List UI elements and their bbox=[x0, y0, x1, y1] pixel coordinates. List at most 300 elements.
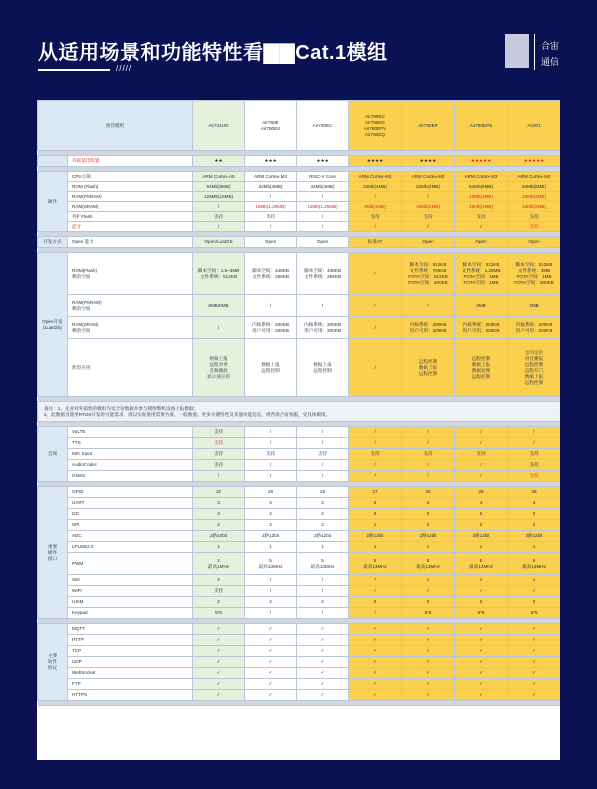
value-cell: ★★ bbox=[193, 156, 245, 167]
value-cell: 2 bbox=[193, 597, 245, 608]
feature-cell: 功耗最佳配置 bbox=[68, 156, 193, 167]
feature-cell: SDI bbox=[68, 575, 193, 586]
feature-cell: RAM(PSRAM) bbox=[68, 192, 193, 202]
category-cell: 开发方式 bbox=[38, 237, 68, 248]
note-text: 备注：1、企业对外销售的模组为受合宙数据并参与模组整机设备上报数据； 2、此数据为使用RTOS开发时可能需求，请以实际使用需要为准，一般数值、更多关键特性及其他功能信息，请咨询合宙客服，受具体模组。 bbox=[38, 402, 561, 422]
feature-cell: Keypad bbox=[68, 608, 193, 619]
table-row bbox=[38, 449, 561, 460]
value-cell: ✓ bbox=[455, 690, 508, 701]
table-row bbox=[38, 553, 561, 575]
value-cell: 支持 bbox=[193, 427, 245, 438]
value-cell: / bbox=[508, 427, 560, 438]
value-cell: / bbox=[297, 471, 349, 482]
value-cell: ✓ bbox=[297, 624, 349, 635]
value-cell: 脚本空间：448KB 文件系统：256KB bbox=[245, 253, 297, 295]
value-cell: 1 bbox=[349, 520, 402, 531]
logo-line1: 合宙 bbox=[541, 41, 560, 51]
value-cell: 2路12bit bbox=[508, 531, 560, 542]
value-cell: / bbox=[455, 438, 508, 449]
value-cell: 室内定位 语音播报 远程控制 远程开门 数据上报 远程控制 bbox=[508, 339, 560, 397]
value-cell: / bbox=[402, 438, 455, 449]
value-cell: / bbox=[245, 295, 297, 317]
table-row bbox=[38, 520, 561, 531]
value-cell: 2 bbox=[349, 509, 402, 520]
value-cell: / bbox=[349, 222, 402, 232]
value-cell: / bbox=[349, 438, 402, 449]
value-cell: ✓ bbox=[349, 635, 402, 646]
value-cell: 2 bbox=[455, 597, 508, 608]
value-cell: ✓ bbox=[245, 690, 297, 701]
value-cell: 支持 bbox=[349, 212, 402, 222]
value-cell: 数据上报 远程控制 bbox=[297, 339, 349, 397]
value-cell: 16Mb(2MB) bbox=[508, 192, 560, 202]
feature-cell: GPIO bbox=[68, 487, 193, 498]
value-cell: 支持 bbox=[508, 471, 560, 482]
value-cell: 支持 bbox=[455, 212, 508, 222]
value-cell: / bbox=[297, 438, 349, 449]
title-decoration: ///// bbox=[116, 64, 133, 73]
value-cell: 2 bbox=[349, 597, 402, 608]
feature-cell: 外扩Flash bbox=[68, 212, 193, 222]
value-cell: RISC-V Core bbox=[297, 172, 349, 182]
value-cell: 2 bbox=[245, 520, 297, 531]
feature-cell: UART bbox=[68, 498, 193, 509]
value-cell: 28 bbox=[297, 487, 349, 498]
value-cell: / bbox=[245, 575, 297, 586]
value-cell: 1 bbox=[508, 575, 560, 586]
separator-cell bbox=[38, 701, 561, 706]
table-row bbox=[38, 192, 561, 202]
value-cell: 1 bbox=[508, 542, 560, 553]
value-cell: / bbox=[402, 222, 455, 232]
feature-cell: MIC Input bbox=[68, 449, 193, 460]
feature-cell: FTP bbox=[68, 679, 193, 690]
table-row bbox=[38, 531, 561, 542]
feature-cell: HTTPS bbox=[68, 690, 193, 701]
value-cell: 支持 bbox=[455, 449, 508, 460]
feature-cell: ROM (Flash) bbox=[68, 182, 193, 192]
value-cell: 2路10bit bbox=[193, 531, 245, 542]
value-cell: 远程控制 数据上报 远程控制 bbox=[402, 339, 455, 397]
table-row bbox=[38, 237, 561, 248]
value-cell: ✓ bbox=[508, 646, 560, 657]
value-cell: ✓ bbox=[402, 668, 455, 679]
value-cell: 128Mb(16MB) bbox=[193, 192, 245, 202]
value-cell: 3 bbox=[193, 509, 245, 520]
value-cell: 内核系统：200KB 用户可用：200KB bbox=[402, 317, 455, 339]
value-cell: 5*5 bbox=[402, 608, 455, 619]
value-cell: / bbox=[508, 586, 560, 597]
table-body bbox=[38, 101, 561, 706]
value-cell: 1 bbox=[349, 542, 402, 553]
feature-cell: MQTT bbox=[68, 624, 193, 635]
value-cell: ✓ bbox=[455, 668, 508, 679]
value-cell: ✓ bbox=[508, 679, 560, 690]
category-cell: 音频 bbox=[38, 427, 68, 482]
column-header-label: 推荐模组 bbox=[38, 101, 193, 151]
value-cell: 内核系统：200KB 用户可用：200KB bbox=[297, 317, 349, 339]
value-cell: 2 bbox=[455, 520, 508, 531]
value-cell: 32Mb(4MB) bbox=[349, 182, 402, 192]
value-cell: ✓ bbox=[297, 646, 349, 657]
value-cell: 5*6 bbox=[193, 608, 245, 619]
value-cell: 2MB bbox=[508, 295, 560, 317]
value-cell: 2 bbox=[193, 520, 245, 531]
feature-cell: ADC bbox=[68, 531, 193, 542]
logo-blurred bbox=[505, 34, 529, 68]
value-cell: ✓ bbox=[402, 690, 455, 701]
value-cell: ✓ bbox=[297, 657, 349, 668]
value-cell: 支持 bbox=[297, 449, 349, 460]
value-cell: 2 bbox=[245, 597, 297, 608]
value-cell: 支持 bbox=[193, 438, 245, 449]
feature-cell: SPI bbox=[68, 520, 193, 531]
comparison-table bbox=[37, 100, 560, 706]
value-cell: 2 最高1MHz bbox=[193, 553, 245, 575]
value-cell: ✓ bbox=[349, 668, 402, 679]
value-cell: / bbox=[297, 575, 349, 586]
value-cell: ✓ bbox=[297, 668, 349, 679]
value-cell: ARM Cortex-M3 bbox=[245, 172, 297, 182]
category-cell: 硬件 bbox=[38, 172, 68, 232]
value-cell: 2路12bit bbox=[349, 531, 402, 542]
table-row bbox=[38, 657, 561, 668]
value-cell: / bbox=[402, 192, 455, 202]
value-cell: 5 最高13MHz bbox=[297, 553, 349, 575]
table-row bbox=[38, 172, 561, 182]
value-cell: 支持 bbox=[508, 460, 560, 471]
value-cell: 视频上报 远程对讲 音频播放 显示屏应用 bbox=[193, 339, 245, 397]
value-cell: 内核系统：200KB 用户可用：200KB bbox=[455, 317, 508, 339]
value-cell: 支持 bbox=[402, 212, 455, 222]
value-cell: 脚本空间：448KB 文件系统：256KB bbox=[297, 253, 349, 295]
value-cell: ✓ bbox=[245, 657, 297, 668]
value-cell: 2 bbox=[508, 520, 560, 531]
value-cell: ✓ bbox=[349, 646, 402, 657]
value-cell: 4 bbox=[455, 498, 508, 509]
value-cell: ✓ bbox=[245, 668, 297, 679]
value-cell: / bbox=[193, 471, 245, 482]
category-cell bbox=[38, 156, 68, 167]
value-cell: 12Mb(1.25MB) bbox=[297, 202, 349, 212]
note-row bbox=[38, 402, 561, 422]
value-cell: 4 bbox=[402, 498, 455, 509]
value-cell: 28 bbox=[245, 487, 297, 498]
comparison-sheet bbox=[37, 100, 560, 760]
value-cell: / bbox=[349, 339, 402, 397]
table-row bbox=[38, 542, 561, 553]
value-cell: 2 bbox=[402, 597, 455, 608]
value-cell: ★★★ bbox=[297, 156, 349, 167]
category-cell: 主要 软件 协议 bbox=[38, 624, 68, 701]
feature-cell: 典型应用 bbox=[68, 339, 193, 397]
value-cell: 2 bbox=[508, 597, 560, 608]
value-cell: 3 bbox=[349, 498, 402, 509]
value-cell: 32 bbox=[193, 487, 245, 498]
value-cell: 脚本空间：512KB 文件系统：1.25MB FOTA空间：4MB FOTA空间：1MB bbox=[455, 253, 508, 295]
value-cell: ✓ bbox=[508, 635, 560, 646]
value-cell: / bbox=[193, 222, 245, 232]
value-cell: ✓ bbox=[193, 690, 245, 701]
value-cell: 5 最高13MHz bbox=[349, 553, 402, 575]
value-cell: ✓ bbox=[349, 690, 402, 701]
table-row bbox=[38, 317, 561, 339]
value-cell: ★★★ bbox=[245, 156, 297, 167]
value-cell: Open/LuatOS bbox=[193, 237, 245, 248]
value-cell: 标准AT bbox=[349, 237, 402, 248]
value-cell: ✓ bbox=[508, 624, 560, 635]
category-cell: Open开发 (LuatOS) bbox=[38, 253, 68, 397]
feature-cell: CPU主频 bbox=[68, 172, 193, 182]
value-cell: ✓ bbox=[455, 657, 508, 668]
value-cell: / bbox=[297, 608, 349, 619]
value-cell: ✓ bbox=[402, 624, 455, 635]
table-row bbox=[38, 608, 561, 619]
value-cell: ✓ bbox=[349, 679, 402, 690]
value-cell: ✓ bbox=[245, 646, 297, 657]
table-row bbox=[38, 222, 561, 232]
value-cell: 2 bbox=[402, 520, 455, 531]
value-cell: / bbox=[508, 438, 560, 449]
value-cell: 内核系统：200KB 用户可用：200KB bbox=[245, 317, 297, 339]
value-cell: 脚本空间：512KB 文件系统：4MB FOTA空间：1MB FOTA空间：800KB bbox=[508, 253, 560, 295]
table-row bbox=[38, 586, 561, 597]
value-cell: / bbox=[245, 222, 297, 232]
value-cell: / bbox=[349, 295, 402, 317]
value-cell: 16Mb(2MB) bbox=[455, 192, 508, 202]
value-cell: 1 bbox=[297, 542, 349, 553]
value-cell: 3 bbox=[193, 498, 245, 509]
value-cell: 支持 bbox=[193, 460, 245, 471]
value-cell: / bbox=[349, 586, 402, 597]
value-cell: 支持 bbox=[193, 586, 245, 597]
value-cell: ✓ bbox=[508, 657, 560, 668]
value-cell: ✓ bbox=[245, 679, 297, 690]
value-cell: ✓ bbox=[455, 635, 508, 646]
value-cell: ARM Cortex-M3 bbox=[349, 172, 402, 182]
value-cell: 2MB bbox=[455, 295, 508, 317]
table-row bbox=[38, 460, 561, 471]
value-cell: / bbox=[455, 460, 508, 471]
value-cell: / bbox=[297, 222, 349, 232]
value-cell: 支持 bbox=[402, 449, 455, 460]
model-header: Air780EC Air780EG Air780EPV Air780EQ bbox=[349, 101, 402, 151]
value-cell: / bbox=[297, 295, 349, 317]
value-cell: 2 bbox=[402, 509, 455, 520]
value-cell: / bbox=[455, 471, 508, 482]
value-cell: 支持 bbox=[245, 212, 297, 222]
value-cell: / bbox=[455, 586, 508, 597]
value-cell: ✓ bbox=[245, 635, 297, 646]
value-cell: 2 bbox=[455, 509, 508, 520]
value-cell: 支持 bbox=[245, 449, 297, 460]
table-row bbox=[38, 339, 561, 397]
model-header: Air700EC bbox=[297, 101, 349, 151]
value-cell: / bbox=[402, 471, 455, 482]
value-cell: 2 bbox=[508, 509, 560, 520]
table-row bbox=[38, 575, 561, 586]
value-cell: / bbox=[297, 427, 349, 438]
value-cell: 28 bbox=[402, 487, 455, 498]
value-cell: ★★★★★ bbox=[508, 156, 560, 167]
value-cell: ✓ bbox=[455, 679, 508, 690]
value-cell: / bbox=[402, 586, 455, 597]
value-cell: ✓ bbox=[193, 668, 245, 679]
value-cell: ✓ bbox=[349, 624, 402, 635]
value-cell: / bbox=[349, 460, 402, 471]
value-cell: 1 bbox=[245, 542, 297, 553]
feature-cell: WIFI bbox=[68, 586, 193, 597]
value-cell: / bbox=[245, 471, 297, 482]
value-cell: / bbox=[297, 212, 349, 222]
value-cell: ✓ bbox=[455, 646, 508, 657]
value-cell: ✓ bbox=[402, 679, 455, 690]
value-cell: 6MB/8MB bbox=[193, 295, 245, 317]
feature-cell: LPUSB2.0 bbox=[68, 542, 193, 553]
category-cell: 重要 硬件 接口 bbox=[38, 487, 68, 619]
value-cell: 64Mb(8MB) bbox=[508, 182, 560, 192]
feature-cell: HTTP bbox=[68, 635, 193, 646]
table-row bbox=[38, 202, 561, 212]
value-cell: ✓ bbox=[297, 690, 349, 701]
value-cell: ★★★★ bbox=[349, 156, 402, 167]
table-row bbox=[38, 668, 561, 679]
value-cell: / bbox=[297, 192, 349, 202]
table-header-row bbox=[38, 101, 561, 151]
section-separator bbox=[38, 701, 561, 706]
value-cell: / bbox=[402, 295, 455, 317]
value-cell: 5 最高13MHz bbox=[245, 553, 297, 575]
value-cell: / bbox=[349, 317, 402, 339]
value-cell: 8Mb(1MB) bbox=[349, 202, 402, 212]
value-cell: ✓ bbox=[455, 624, 508, 635]
feature-cell: UDP bbox=[68, 657, 193, 668]
value-cell: / bbox=[402, 427, 455, 438]
value-cell: ★★★★ bbox=[402, 156, 455, 167]
value-cell: 32Mb(4MB) bbox=[402, 182, 455, 192]
value-cell: 1 bbox=[193, 542, 245, 553]
value-cell: 3 bbox=[297, 498, 349, 509]
value-cell: / bbox=[349, 192, 402, 202]
feature-cell: Open 能力 bbox=[68, 237, 193, 248]
value-cell: / bbox=[349, 427, 402, 438]
feature-cell: PWM bbox=[68, 553, 193, 575]
value-cell: ✓ bbox=[245, 624, 297, 635]
value-cell: / bbox=[245, 438, 297, 449]
value-cell: Open bbox=[508, 237, 560, 248]
value-cell: 1 bbox=[402, 542, 455, 553]
value-cell: 3 bbox=[245, 498, 297, 509]
value-cell: / bbox=[245, 586, 297, 597]
table-row bbox=[38, 487, 561, 498]
value-cell: ✓ bbox=[402, 635, 455, 646]
value-cell: Open bbox=[455, 237, 508, 248]
value-cell: ✓ bbox=[349, 657, 402, 668]
value-cell: Open bbox=[245, 237, 297, 248]
table-row bbox=[38, 156, 561, 167]
value-cell: 2路12bit bbox=[455, 531, 508, 542]
value-cell: 5 最高13MHz bbox=[508, 553, 560, 575]
value-cell: 远程控制 数据上报 数据处理 远程控制 bbox=[455, 339, 508, 397]
feature-cell: VoLTE bbox=[68, 427, 193, 438]
table-row bbox=[38, 679, 561, 690]
value-cell: ✓ bbox=[402, 646, 455, 657]
value-cell: / bbox=[402, 460, 455, 471]
feature-cell: RAM(SRAM) 剩余空间 bbox=[68, 317, 193, 339]
model-header: Air780E Air780EX bbox=[245, 101, 297, 151]
title-underline bbox=[38, 69, 110, 71]
feature-cell: TTS bbox=[68, 438, 193, 449]
value-cell: ✓ bbox=[193, 624, 245, 635]
table-row bbox=[38, 253, 561, 295]
page-title: 从适用场景和功能特性看▇▇Cat.1模组 bbox=[38, 42, 388, 64]
value-cell: 16Mb(1.25MB) bbox=[245, 202, 297, 212]
value-cell: 2路12bit bbox=[402, 531, 455, 542]
value-cell: ✓ bbox=[193, 646, 245, 657]
value-cell: ✓ bbox=[193, 635, 245, 646]
table-row bbox=[38, 646, 561, 657]
value-cell: ✓ bbox=[508, 668, 560, 679]
value-cell: ✓ bbox=[508, 690, 560, 701]
table-row bbox=[38, 295, 561, 317]
value-cell: / bbox=[245, 608, 297, 619]
value-cell: 2 bbox=[297, 520, 349, 531]
value-cell: 64Mb(8MB) bbox=[193, 182, 245, 192]
value-cell: 2 bbox=[193, 575, 245, 586]
value-cell: 16Mb(2MB) bbox=[402, 202, 455, 212]
value-cell: 2路12bit bbox=[297, 531, 349, 542]
value-cell: 2路12bit bbox=[245, 531, 297, 542]
value-cell: 2 bbox=[297, 597, 349, 608]
logo-divider bbox=[534, 34, 535, 70]
value-cell: 1 bbox=[402, 575, 455, 586]
value-cell: 数据上报 远程控制 bbox=[245, 339, 297, 397]
value-cell: / bbox=[297, 586, 349, 597]
table-row bbox=[38, 690, 561, 701]
logo-line2: 通信 bbox=[541, 57, 560, 67]
value-cell: 脚本空间：512KB 文件系统：768KB FOTA空间：512KB FOTA空间：400KB bbox=[402, 253, 455, 295]
feature-cell: WebSocket bbox=[68, 668, 193, 679]
value-cell: 32Mb(4MB) bbox=[297, 182, 349, 192]
value-cell: 4 bbox=[508, 498, 560, 509]
feature-cell: AudioCodec bbox=[68, 460, 193, 471]
value-cell: 1 bbox=[455, 575, 508, 586]
table-row bbox=[38, 635, 561, 646]
table-row bbox=[38, 597, 561, 608]
value-cell: / bbox=[297, 460, 349, 471]
value-cell: ARM Cortex-A5 bbox=[193, 172, 245, 182]
value-cell: 5*5 bbox=[455, 608, 508, 619]
value-cell: / bbox=[349, 471, 402, 482]
value-cell: 支持 bbox=[508, 222, 560, 232]
value-cell: 脚本空间：1.5~3MB 文件系统：512KB bbox=[193, 253, 245, 295]
value-cell: ARM Cortex-M3 bbox=[455, 172, 508, 182]
value-cell: 支持 bbox=[193, 449, 245, 460]
value-cell: ✓ bbox=[297, 635, 349, 646]
feature-cell: GNSS bbox=[68, 471, 193, 482]
table-row bbox=[38, 212, 561, 222]
value-cell: ARM Cortex-M3 bbox=[508, 172, 560, 182]
table-row bbox=[38, 498, 561, 509]
value-cell: 28 bbox=[508, 487, 560, 498]
value-cell: Open bbox=[297, 237, 349, 248]
feature-cell: RAM(PSRAM) 剩余空间 bbox=[68, 295, 193, 317]
model-header: Air724UG bbox=[193, 101, 245, 151]
table-row bbox=[38, 182, 561, 192]
value-cell: 5 最高13MHz bbox=[402, 553, 455, 575]
value-cell: 64Mb(8MB) bbox=[455, 182, 508, 192]
value-cell: / bbox=[349, 253, 402, 295]
